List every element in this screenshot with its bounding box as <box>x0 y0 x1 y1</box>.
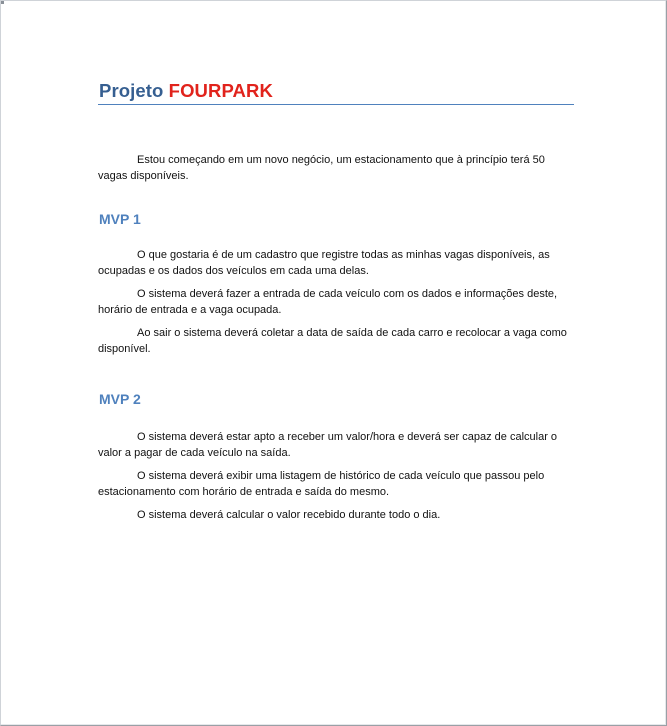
mvp1-paragraph: O que gostaria é de um cadastro que registre todas as minhas vagas disponíveis, as ocupadas e os dados dos veículos em cada uma delas. <box>98 249 550 277</box>
page-corner-mark <box>1 1 4 4</box>
document-title <box>98 79 574 105</box>
section-heading-mvp1: MVP 1 <box>99 211 141 227</box>
title-prefix: Projeto <box>99 80 169 101</box>
intro-paragraph: Estou começando em um novo negócio, um estacionamento que à princípio terá 50 vagas disponíveis. <box>98 154 545 182</box>
document-body <box>98 79 574 523</box>
mvp2-paragraph: O sistema deverá calcular o valor recebido durante todo o dia. <box>137 509 441 521</box>
mvp2-paragraph: O sistema deverá estar apto a receber um valor/hora e deverá ser capaz de calcular o valor a pagar de cada veículo na saída. <box>98 431 558 459</box>
section-heading-mvp2: MVP 2 <box>99 391 141 407</box>
mvp2-paragraph: O sistema deverá exibir uma listagem de histórico de cada veículo que passou pelo estacionamento com horário de entrada e saída do mesmo. <box>98 470 545 498</box>
mvp1-paragraph: O sistema deverá fazer a entrada de cada veículo com os dados e informações deste, horário de entrada e a vaga ocupada. <box>98 288 558 316</box>
mvp1-paragraph: Ao sair o sistema deverá coletar a data de saída de cada carro e recolocar a vaga como disponível. <box>98 327 567 355</box>
title-brand: FOURPARK <box>168 80 273 101</box>
